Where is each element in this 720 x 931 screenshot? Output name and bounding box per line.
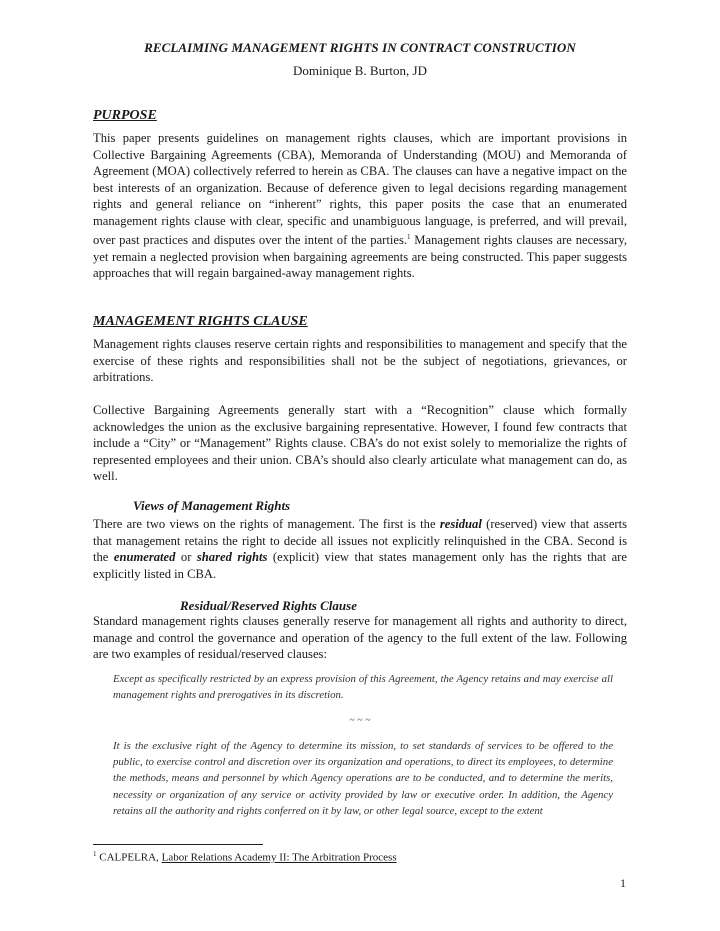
management-rights-paragraph-2: Collective Bargaining Agreements generally start with a “Recognition” clause which formally acknowledges the union as the exclusive bargaining representative. However, I found few contracts that include a “City” or “Management” Rights clause. CBA’s do not exist solely to memorialize the rights of represented employees and their union. CBA’s should also clearly articulate what management can do, as well.	[93, 403, 627, 483]
purpose-text-2: Management rights clauses are necessary, yet remain a neglected provision when bargaining agreements are being constructed. This paper suggests approaches that will regain bargained-away management rights.	[93, 233, 627, 281]
enumerated-term: enumerated	[113, 550, 176, 564]
management-rights-heading: MANAGEMENT RIGHTS CLAUSE	[93, 314, 308, 329]
footnote-divider	[93, 844, 263, 845]
shared-rights-term: shared rights	[196, 550, 268, 564]
example-clause-1: Except as specifically restricted by an express provision of this Agreement, the Agency retains and may exercise all management rights and prerogatives in its discretion.	[113, 673, 613, 702]
footnote-reference: 1	[407, 233, 411, 241]
residual-clause-subheading: Residual/Reserved Rights Clause	[180, 598, 357, 613]
views-text-4: (explicit) view that states management only has the rights that are explicitly listed in CBA.	[93, 550, 627, 581]
author-line: Dominique B. Burton, JD	[293, 63, 427, 78]
residual-clause-paragraph: Standard management rights clauses generally reserve for management all rights and authority to direct, manage and control the governance and operation of the agency to the full extent of the law. Following are two examples of residual/reserved clauses:	[93, 614, 627, 661]
purpose-text-1: This paper presents guidelines on management rights clauses, which are important provisions in Collective Bargaining Agreements (CBA), Memoranda of Understanding (MOU) and Memoranda of Agreement (MOA) collectively referred to herein as CBA. The clauses can have a negative impact on the best interests of an organization. Because of deference given to legal decisions regarding management rights and general reliance on “inherent” rights, this paper posits the case that an enumerated management rights clause with clear, specific and unambiguous language, is preferred, and will prevail, over past practices and disputes over the intent of the parties.	[93, 131, 627, 248]
residual-term: residual	[439, 517, 482, 531]
management-rights-paragraph-1: Management rights clauses reserve certain rights and responsibilities to management and specify that the exercise of these rights and responsibilities shall not be the subject of negotiations, grievances, or arbitrations.	[93, 337, 627, 384]
footnote-source: Labor Relations Academy II: The Arbitration Process	[161, 851, 397, 864]
page-number: 1	[620, 876, 626, 890]
footnote	[93, 850, 397, 864]
views-text-3: or	[175, 550, 197, 564]
purpose-paragraph	[93, 130, 627, 282]
purpose-heading: PURPOSE	[93, 108, 157, 123]
views-text-2: (reserved) view that asserts that management retains the right to decide all issues not explicitly relinquished in the CBA. Second is the	[93, 517, 627, 564]
views-subheading: Views of Management Rights	[133, 498, 291, 513]
footnote-prefix: CALPELRA,	[96, 851, 162, 864]
views-text-1: There are two views on the rights of management. The first is the	[93, 517, 440, 531]
footnote-mark: 1	[93, 850, 97, 858]
example-clause-2: It is the exclusive right of the Agency to determine its mission, to set standards of services to be offered to the public, to exercise control and discretion over its organization and operations, to direct its employees, to determine the methods, means and personnel by which Agency operations are to be conducted, and to determine the merits, necessity or organization of any service or activity provided by law or executive order. In addition, the Agency retains all the authority and rights conferred on it by law, or other legal source, except to the extent	[113, 740, 613, 817]
views-paragraph	[93, 516, 627, 582]
example-separator: ~ ~ ~	[349, 715, 371, 726]
document-title: RECLAIMING MANAGEMENT RIGHTS IN CONTRACT CONSTRUCTION	[144, 40, 576, 55]
